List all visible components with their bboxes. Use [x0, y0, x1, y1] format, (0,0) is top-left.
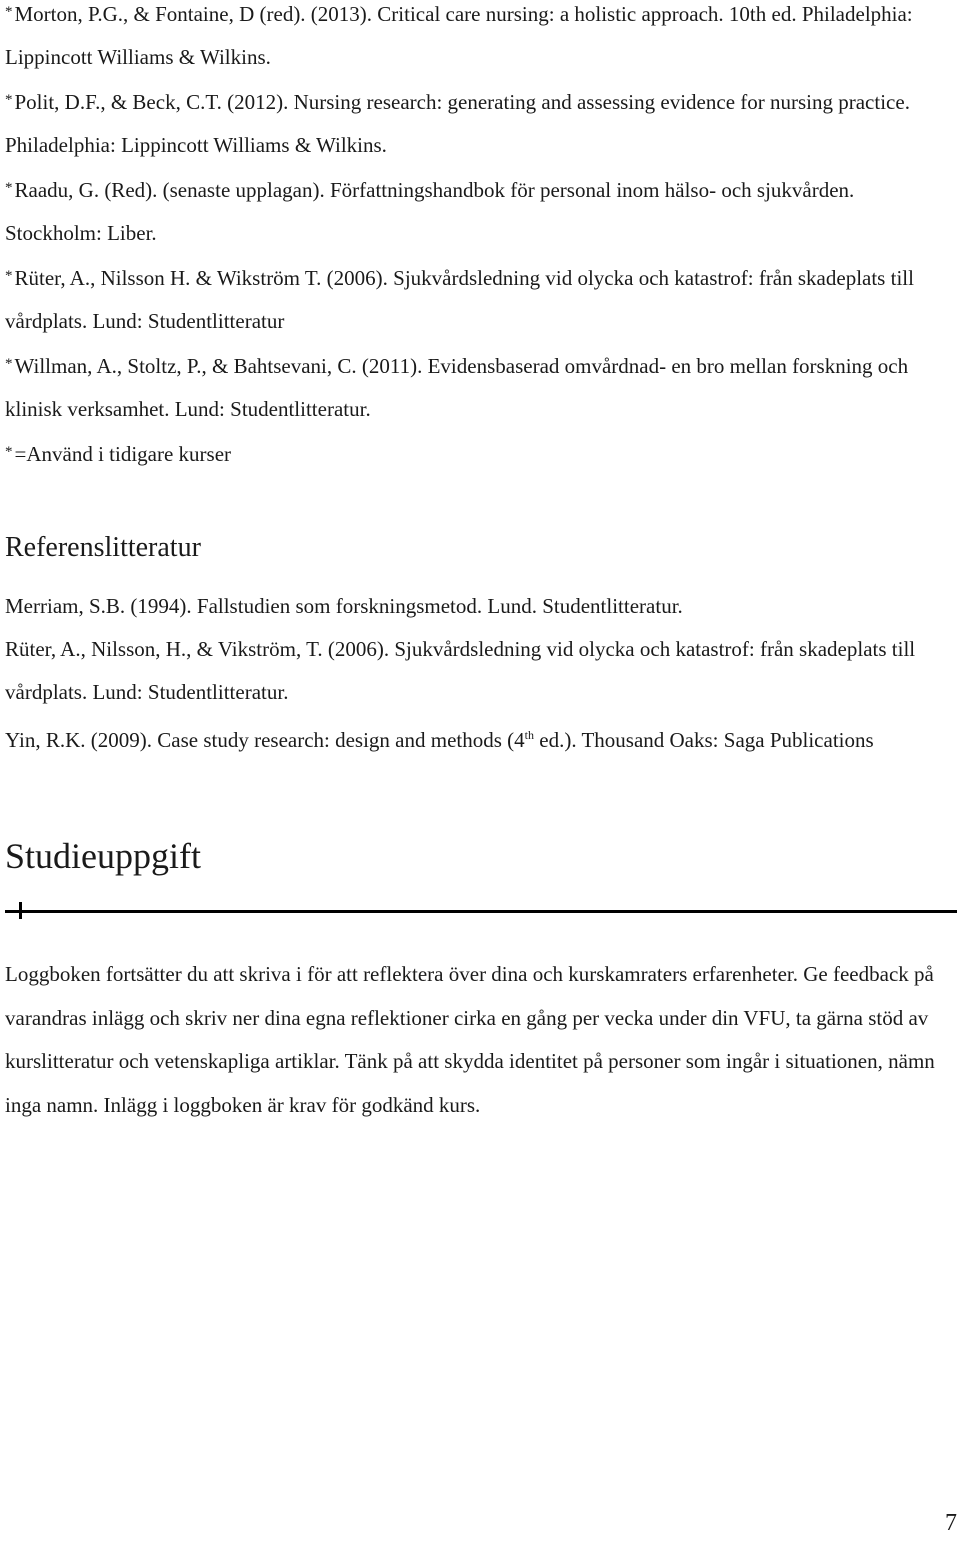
reference-item: *Raadu, G. (Red). (senaste upplagan). Författningshandbok för personal inom hälso- och sjukvården. Stockholm: Liber. — [5, 178, 855, 245]
reference-item: *Rüter, A., Nilsson H. & Wikström T. (2006). Sjukvårdsledning vid olycka och katastrof: från skadeplats till vårdplats. Lund: Studentlitteratur — [5, 266, 914, 333]
star-legend: *=Använd i tidigare kurser — [5, 442, 232, 466]
star-marker: * — [5, 180, 13, 196]
reference-item: *Polit, D.F., & Beck, C.T. (2012). Nursing research: generating and assessing evidence for nursing practice. Philadelphia: Lippincott Williams & Wilkins. — [5, 90, 910, 157]
page-number: 7 — [945, 1510, 957, 1536]
star-marker: * — [5, 4, 13, 20]
star-marker: * — [5, 356, 13, 372]
horizontal-rule — [5, 910, 957, 913]
studieuppgift-heading: Studieuppgift — [5, 836, 201, 876]
referenslitteratur-list — [5, 585, 955, 762]
studieuppgift-text: Loggboken fortsätter du att skriva i för att reflektera över dina och kurskamraters erfarenheter. Ge feedback på varandras inlägg och skriv ner dina egna reflektioner cirka en gång per vecka under din VFU, ta gärna stöd av kurslitteratur och vetenskapliga artiklar. Tänk på att skydda identitet på personer som ingår i situationen, nämn inga namn. Inlägg i loggboken är krav för godkänd kurs. — [5, 962, 935, 1117]
reference-item: Rüter, A., Nilsson, H., & Vikström, T. (2006). Sjukvårdsledning vid olycka och katastrof: från skadeplats till vårdplats. Lund: Studentlitteratur. — [5, 637, 916, 704]
references-top-list — [5, 0, 955, 476]
star-marker: * — [5, 268, 13, 284]
reference-item: Merriam, S.B. (1994). Fallstudien som forskningsmetod. Lund. Studentlitteratur. — [5, 594, 683, 618]
star-marker: * — [5, 92, 13, 108]
star-marker: * — [5, 444, 13, 460]
reference-item: *Willman, A., Stoltz, P., & Bahtsevani, C. (2011). Evidensbaserad omvårdnad- en bro mellan forskning och klinisk verksamhet. Lund: Studentlitteratur. — [5, 354, 909, 421]
reference-item: *Morton, P.G., & Fontaine, D (red). (2013). Critical care nursing: a holistic approach. 10th ed. Philadelphia: Lippincott Williams & Wilkins. — [5, 2, 913, 69]
referenslitteratur-heading: Referenslitteratur — [5, 532, 201, 563]
reference-item: Yin, R.K. (2009). Case study research: design and methods (4th ed.). Thousand Oaks: Saga Publications — [5, 728, 874, 752]
